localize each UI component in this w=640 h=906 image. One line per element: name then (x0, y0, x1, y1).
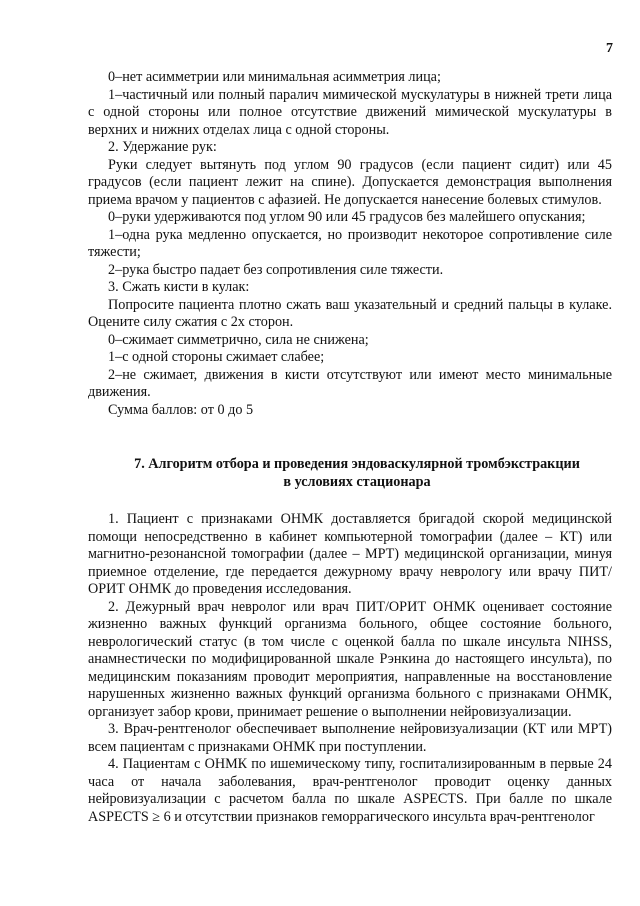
paragraph: 1. Пациент с признаками ОНМК доставляется бригадой скорой медицинской помощи непосредственно в кабинет компьютерной томографии (далее – КТ) или магнитно-резонансной томографии (далее – МРТ) медицинской организации, минуя приемное отделение, где передается дежурному врачу неврологу или врачу ПИТ/ОРИТ ОНМК до проведения исследования. (88, 511, 612, 597)
score-item: 0–нет асимметрии или минимальная асимметрия лица; (108, 69, 441, 85)
score-item: 1–с одной стороны сжимает слабее; (108, 349, 325, 365)
score-sum: Сумма баллов: от 0 до 5 (108, 401, 254, 418)
instruction-text: Попросите пациента плотно сжать ваш указательный и средний пальцы в кулаке. Оцените силу сжатия с 2х сторон. (88, 296, 612, 330)
instruction-text: Руки следует вытянуть под углом 90 градусов (если пациент сидит) или 45 градусов (если пациент лежит на спине). Допускается демонстрация выполнения приема врачом у пациентов с афазией. Не допускается нанесение болевых стимулов. (88, 156, 612, 208)
score-item: 0–сжимает симметрично, сила не снижена; (108, 331, 369, 348)
score-item: 1–частичный или полный паралич мимической мускулатуры в нижней трети лица с одной стороны или полное отсутствие движений мимической мускулатуры в верхних и нижних отделах лица с одной стороны. (88, 86, 612, 138)
subheading: 3. Сжать кисти в кулак: (108, 279, 250, 295)
paragraph: 4. Пациентам с ОНМК по ишемическому типу, госпитализированным в первые 24 часа от начала заболевания, врач-рентгенолог проводит оценку данных нейровизуализации с расчетом балла по шкале ASPECTS. При балле по шкале ASPECTS ≥ 6 и отсутствии признаков геморрагического инсульта врач-рентгенолог (88, 756, 612, 825)
paragraph: 3. Врач-рентгенолог обеспечивает выполнение нейровизуализации (КТ или МРТ) всем пациентам с признаками ОНМК при поступлении. (88, 721, 612, 755)
paragraph: 2. Дежурный врач невролог или врач ПИТ/ОРИТ ОНМК оценивает состояние жизненно важных функций организма больного, общее состояние больного, неврологический статус (в том числе с оценкой балла по шкале инсульта NIHSS, анамнестически по модифицированной шкале Рэнкина до настоящего инсульта), по медицинским показаниям проводит мероприятия, направленные на восстановление нарушенных жизненно важных функций организма больного с признаками ОНМК, организует забор крови, принимает решение о выполнении нейровизуализации. (88, 598, 612, 720)
section-title (88, 456, 612, 491)
page-number: 7 (606, 41, 613, 56)
score-item: 2–рука быстро падает без сопротивления силе тяжести. (108, 261, 444, 278)
section-title-line: в условиях стационара (283, 473, 431, 490)
document-body (88, 69, 612, 826)
subheading: 2. Удержание рук: (108, 139, 217, 155)
score-item: 0–руки удерживаются под углом 90 или 45 градусов без малейшего опускания; (108, 209, 586, 225)
section-title-line: 7. Алгоритм отбора и проведения эндоваскулярной тромбэкстракции (134, 456, 580, 472)
score-item: 1–одна рука медленно опускается, но производит некоторое сопротивление силе тяжести; (88, 226, 612, 260)
score-item: 2–не сжимает, движения в кисти отсутствуют или имеют место минимальные движения. (88, 366, 612, 400)
